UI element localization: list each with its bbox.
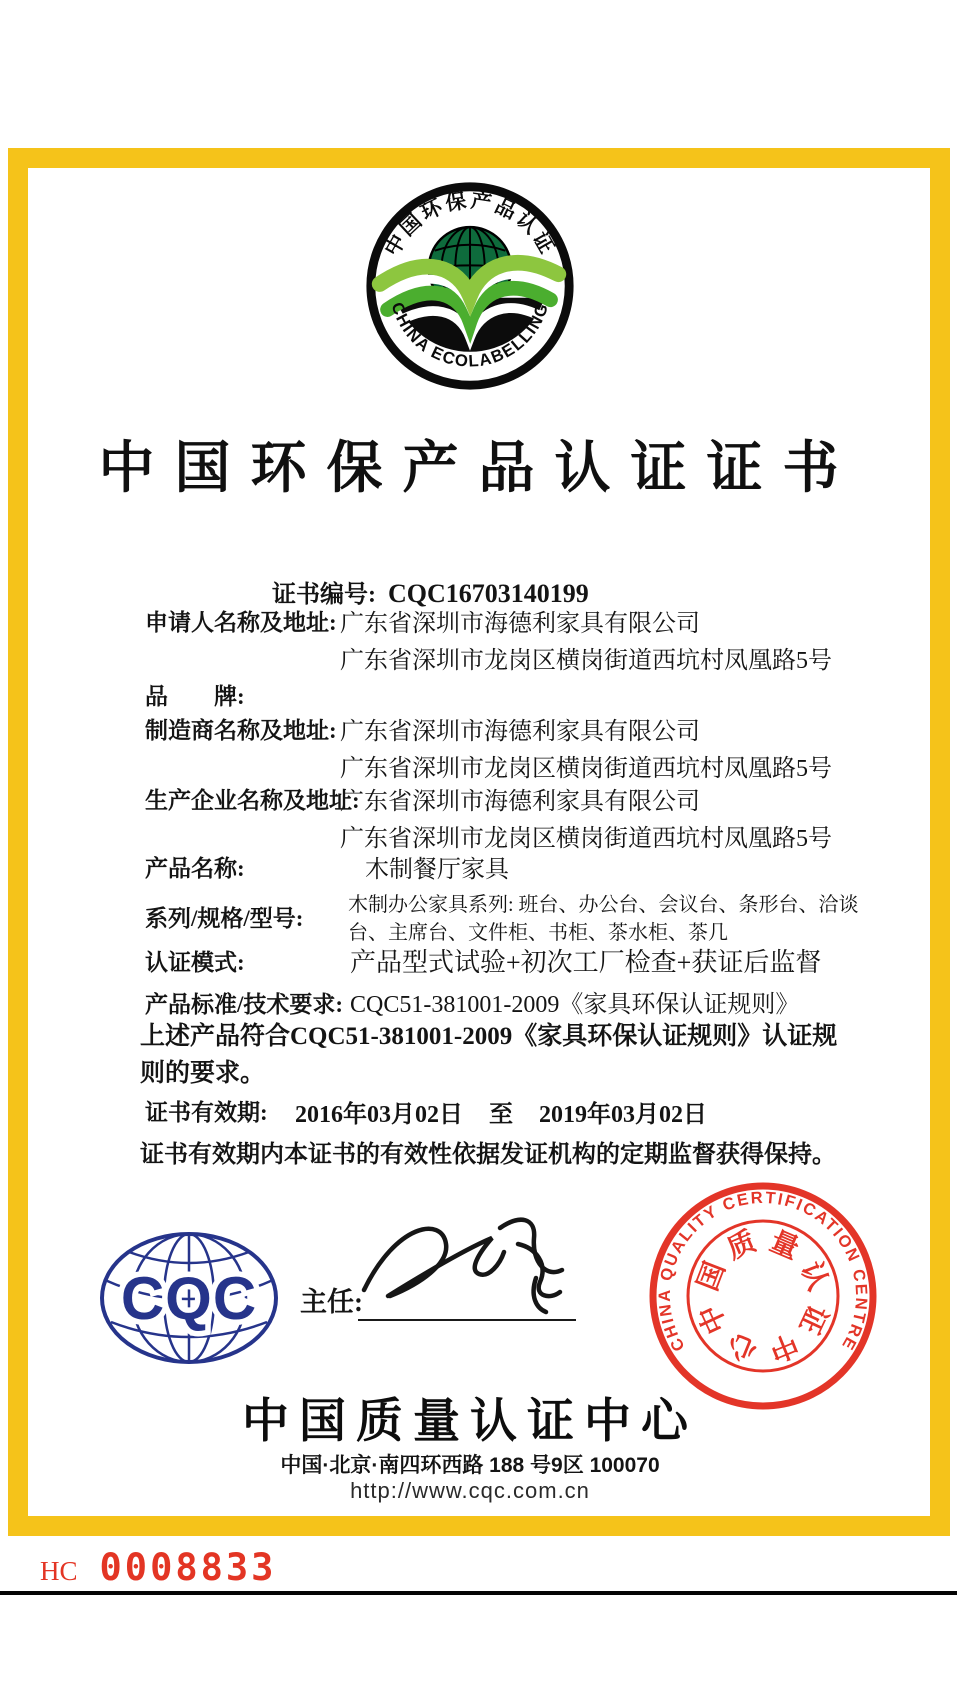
svg-text:中: 中 [693,1299,734,1339]
director-label: 主任: [300,1287,363,1317]
producer-name: 广东省深圳市海德利家具有限公司 [340,789,700,815]
svg-text:认: 认 [794,1257,834,1296]
producer-address: 广东省深圳市龙岗区横岗街道西坑村凤凰路5号 [340,826,832,852]
field-value-producer [340,784,832,858]
field-value-manufacturer [340,714,832,788]
stamp-chinese-text [692,1225,835,1367]
scan-edge-line [0,1591,957,1595]
cqc-logo [93,1226,285,1372]
validity-to-word: 至 [489,1102,513,1128]
field-value-series-spec-model [348,891,859,947]
svg-text:中: 中 [764,1326,803,1367]
svg-text:证: 证 [792,1299,833,1339]
serial-number [40,1546,276,1589]
validity-label: 证书有效期: [145,1100,268,1125]
china-ecolabelling-logo [362,178,578,394]
manufacturer-name: 广东省深圳市海德利家具有限公司 [340,719,700,745]
cqc-logo-text: CQC [120,1265,258,1332]
field-value-applicant [340,606,832,680]
applicant-address: 广东省深圳市龙岗区横岗街道西坑村凤凰路5号 [340,648,832,674]
logo-bottom-text: CHINA ECOLABELLING [387,299,553,371]
svg-text:心: 心 [723,1326,762,1367]
field-label-series-spec-model: 系列/规格/型号: [145,906,304,931]
serial-prefix: HC [40,1556,78,1586]
series-line-1: 木制办公家具系列: 班台、办公台、会议台、条形台、洽谈 [348,894,859,916]
field-value-certification-mode: 产品型式试验+初次工厂检查+获证后监督 [350,948,822,977]
field-label-certification-mode: 认证模式: [145,950,245,975]
applicant-name: 广东省深圳市海德利家具有限公司 [340,611,700,637]
issuer-address: 中国·北京·南四环西路 188 号9区 100070 [280,1454,660,1477]
svg-text:国: 国 [692,1257,732,1296]
field-label-applicant: 申请人名称及地址: [145,610,337,635]
issuer-name: 中国质量认证中心 [242,1396,698,1448]
field-label-product-standard: 产品标准/技术要求: [145,992,344,1017]
issuer-url: http://www.cqc.com.cn [350,1478,590,1503]
logo-top-text: 中国环保产品认证 [381,190,559,261]
validity-from-date: 2016年03月02日 [295,1102,463,1128]
certificate-title: 中国环保产品认证证书 [98,438,859,500]
series-line-2: 台、主席台、文件柜、书柜、茶水柜、茶几 [348,922,728,944]
certificate-number-value: CQC16703140199 [388,579,589,608]
certificate-number-label: 证书编号: [272,582,376,608]
svg-text:量: 量 [765,1226,804,1266]
field-label-manufacturer: 制造商名称及地址: [145,718,337,743]
field-value-product-standard: CQC51-381001-2009《家具环保认证规则》 [350,992,800,1018]
cqc-red-stamp [643,1176,883,1416]
director-signature [348,1202,593,1320]
validity-value [295,1094,733,1129]
conformity-statement: 上述产品符合CQC51-381001-2009《家具环保认证规则》认证规则的要求。 [140,1023,838,1087]
validity-to-date: 2019年03月02日 [539,1102,707,1128]
svg-text:质: 质 [722,1226,761,1266]
stamp-english-text: CHINA QUALITY CERTIFICATION CENTRE [655,1188,871,1355]
field-label-brand: 品 牌: [145,684,245,709]
maintenance-note: 证书有效期内本证书的有效性依据发证机构的定期监督获得保持。 [140,1142,836,1168]
serial-digits: 0008833 [99,1546,277,1589]
manufacturer-address: 广东省深圳市龙岗区横岗街道西坑村凤凰路5号 [340,756,832,782]
field-value-product-name: 木制餐厅家具 [365,857,509,883]
field-label-product-name: 产品名称: [145,856,245,881]
field-label-producer: 生产企业名称及地址: [145,788,360,813]
